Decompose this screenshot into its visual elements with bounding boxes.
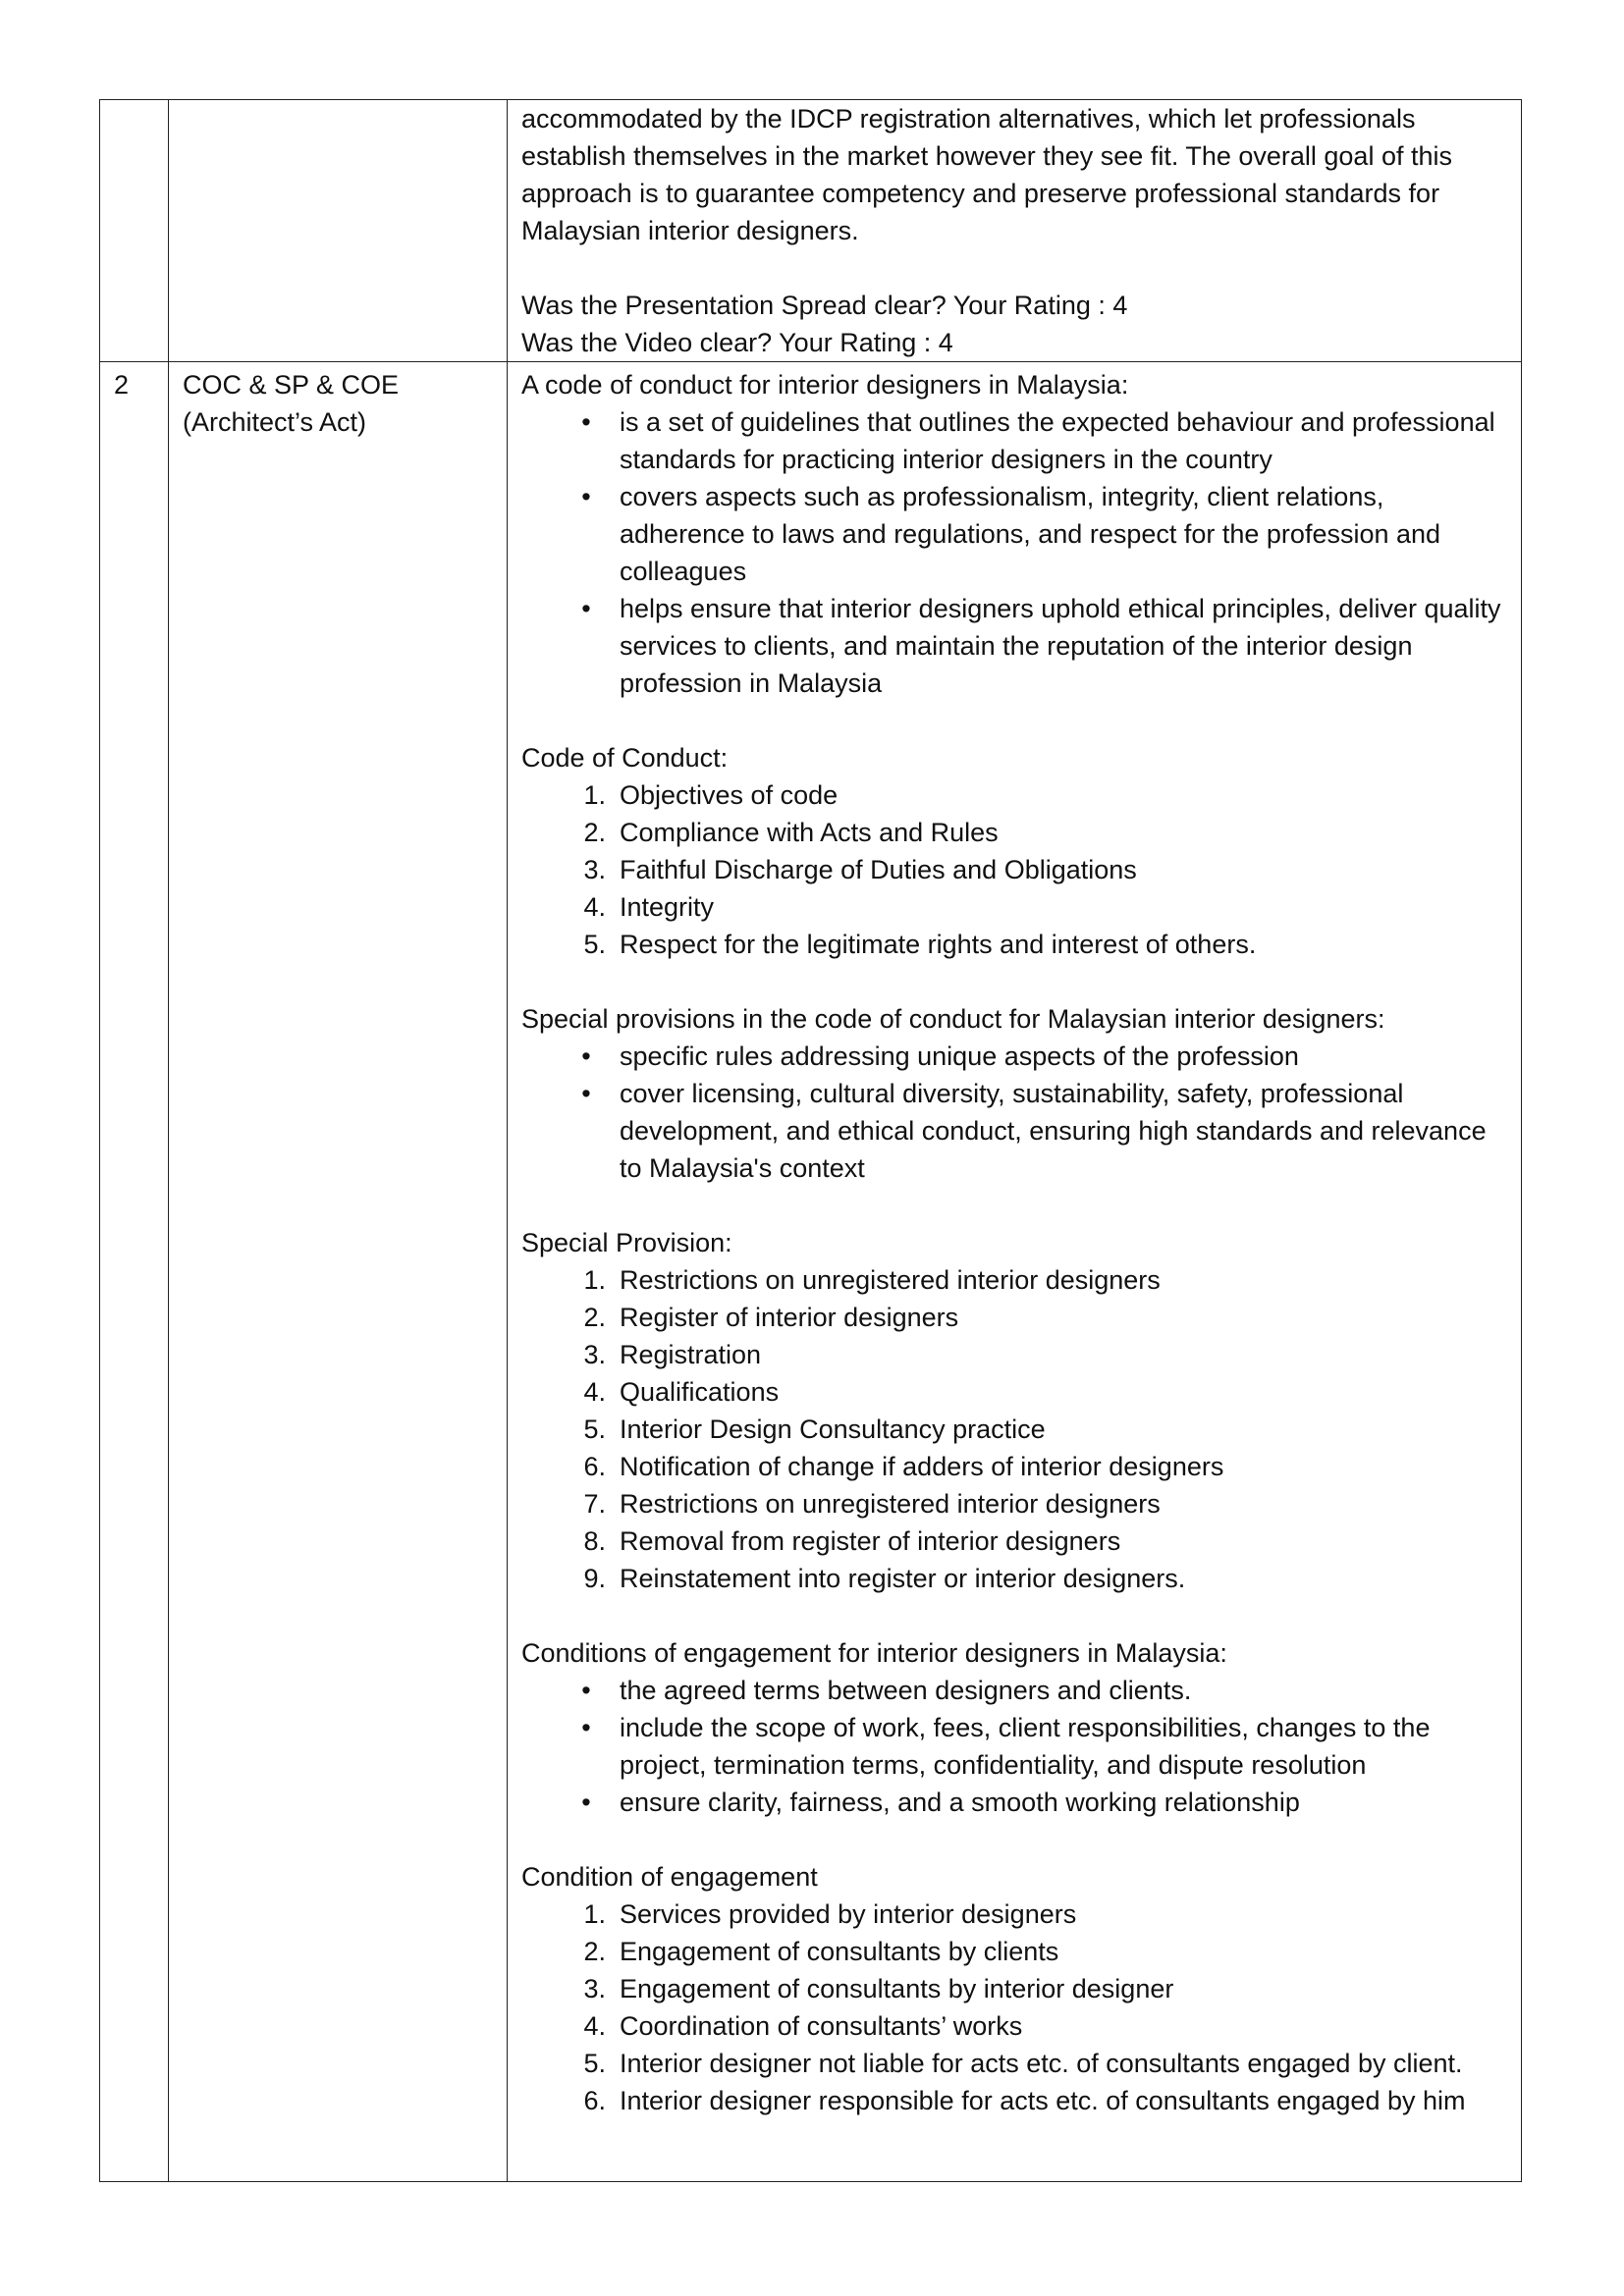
list-item: • the agreed terms between designers and clients.: [521, 1672, 1507, 1709]
coc-list-heading: Code of Conduct:: [521, 743, 729, 773]
list-item: 6. Interior designer responsible for acts etc. of consultants engaged by him: [583, 2086, 1466, 2115]
list-item: • is a set of guidelines that outlines the expected behaviour and professional standards for practicing interior designers in the country: [521, 403, 1507, 478]
list-item: 6. Notification of change if adders of interior designers: [583, 1452, 1224, 1481]
bullet-icon: •: [581, 1676, 591, 1705]
row-number-cell: [100, 362, 169, 2182]
list-item: 2. Compliance with Acts and Rules: [583, 818, 999, 847]
row-number: 2: [114, 370, 130, 400]
topic-subtitle: (Architect’s Act): [183, 407, 367, 437]
list-item: 4. Coordination of consultants’ works: [583, 2011, 1023, 2041]
list-item: • specific rules addressing unique aspects of the profession: [521, 1038, 1507, 1075]
topic-cell: [169, 362, 508, 2182]
list-item: 5. Interior designer not liable for acts etc. of consultants engaged by client.: [583, 2049, 1463, 2078]
list-item: 3. Registration: [583, 1340, 762, 1369]
bullet-icon: •: [581, 594, 591, 623]
list-item: 5. Respect for the legitimate rights and interest of others.: [583, 930, 1257, 959]
bullet-icon: •: [581, 1788, 591, 1817]
row-number-cell: [100, 100, 169, 362]
coe-list-heading: Condition of engagement: [521, 1862, 818, 1892]
topic-cell: [169, 100, 508, 362]
content-cell: [508, 362, 1522, 2182]
list-item: 4. Qualifications: [583, 1377, 780, 1407]
coc-heading: A code of conduct for interior designers in Malaysia:: [521, 370, 1129, 400]
video-rating: Was the Video clear? Your Rating : 4: [521, 328, 953, 357]
list-item: 4. Integrity: [583, 892, 715, 922]
list-item: 9. Reinstatement into register or interior designers.: [583, 1564, 1186, 1593]
table-row: [100, 100, 1522, 362]
bullet-icon: •: [581, 1713, 591, 1742]
content-cell: [508, 100, 1522, 362]
list-item: 1. Services provided by interior designers: [583, 1899, 1077, 1929]
list-item: • covers aspects such as professionalism, integrity, client relations, adherence to laws and regulations, and respect for the profession and colleagues: [521, 478, 1507, 590]
coe-numbered-list: [521, 1896, 1507, 2119]
list-item: 1. Restrictions on unregistered interior designers: [583, 1265, 1161, 1295]
sp-heading: Special provisions in the code of conduct for Malaysian interior designers:: [521, 1004, 1385, 1034]
list-item: 5. Interior Design Consultancy practice: [583, 1415, 1046, 1444]
sp-list-heading: Special Provision:: [521, 1228, 732, 1257]
topic-title: COC & SP & COE: [183, 370, 400, 400]
bullet-icon: •: [581, 1041, 591, 1071]
list-item: 2. Register of interior designers: [583, 1303, 959, 1332]
coc-bullet-list: [521, 403, 1507, 702]
table-row: [100, 362, 1522, 2182]
list-item: • ensure clarity, fairness, and a smooth working relationship: [521, 1784, 1507, 1821]
bullet-icon: •: [581, 407, 591, 437]
list-item: • helps ensure that interior designers uphold ethical principles, deliver quality services to clients, and maintain the reputation of the interior design profession in Malaysia: [521, 590, 1507, 702]
list-item: • cover licensing, cultural diversity, sustainability, safety, professional development, and ethical conduct, ensuring high standards and relevance to Malaysia's context: [521, 1075, 1507, 1187]
bullet-icon: •: [581, 482, 591, 511]
list-item: 3. Engagement of consultants by interior designer: [583, 1974, 1174, 2003]
continuation-paragraph: accommodated by the IDCP registration alternatives, which let professionals establish themselves in the market however they see fit. The overall goal of this approach is to guarantee competency and preserve professional standards for Malaysian interior designers.: [521, 104, 1452, 245]
list-item: 8. Removal from register of interior designers: [583, 1526, 1121, 1556]
list-item: 3. Faithful Discharge of Duties and Obligations: [583, 855, 1137, 884]
bullet-icon: •: [581, 1079, 591, 1108]
presentation-rating: Was the Presentation Spread clear? Your Rating : 4: [521, 291, 1128, 320]
list-item: 7. Restrictions on unregistered interior designers: [583, 1489, 1161, 1519]
list-item: • include the scope of work, fees, client responsibilities, changes to the project, termination terms, confidentiality, and dispute resolution: [521, 1709, 1507, 1784]
sp-numbered-list: [521, 1261, 1507, 1597]
coe-bullet-list: [521, 1672, 1507, 1821]
coc-numbered-list: [521, 776, 1507, 963]
coe-heading: Conditions of engagement for interior designers in Malaysia:: [521, 1638, 1227, 1668]
list-item: 2. Engagement of consultants by clients: [583, 1937, 1059, 1966]
sp-bullet-list: [521, 1038, 1507, 1187]
list-item: 1. Objectives of code: [583, 780, 839, 810]
content-table: [99, 99, 1522, 2182]
